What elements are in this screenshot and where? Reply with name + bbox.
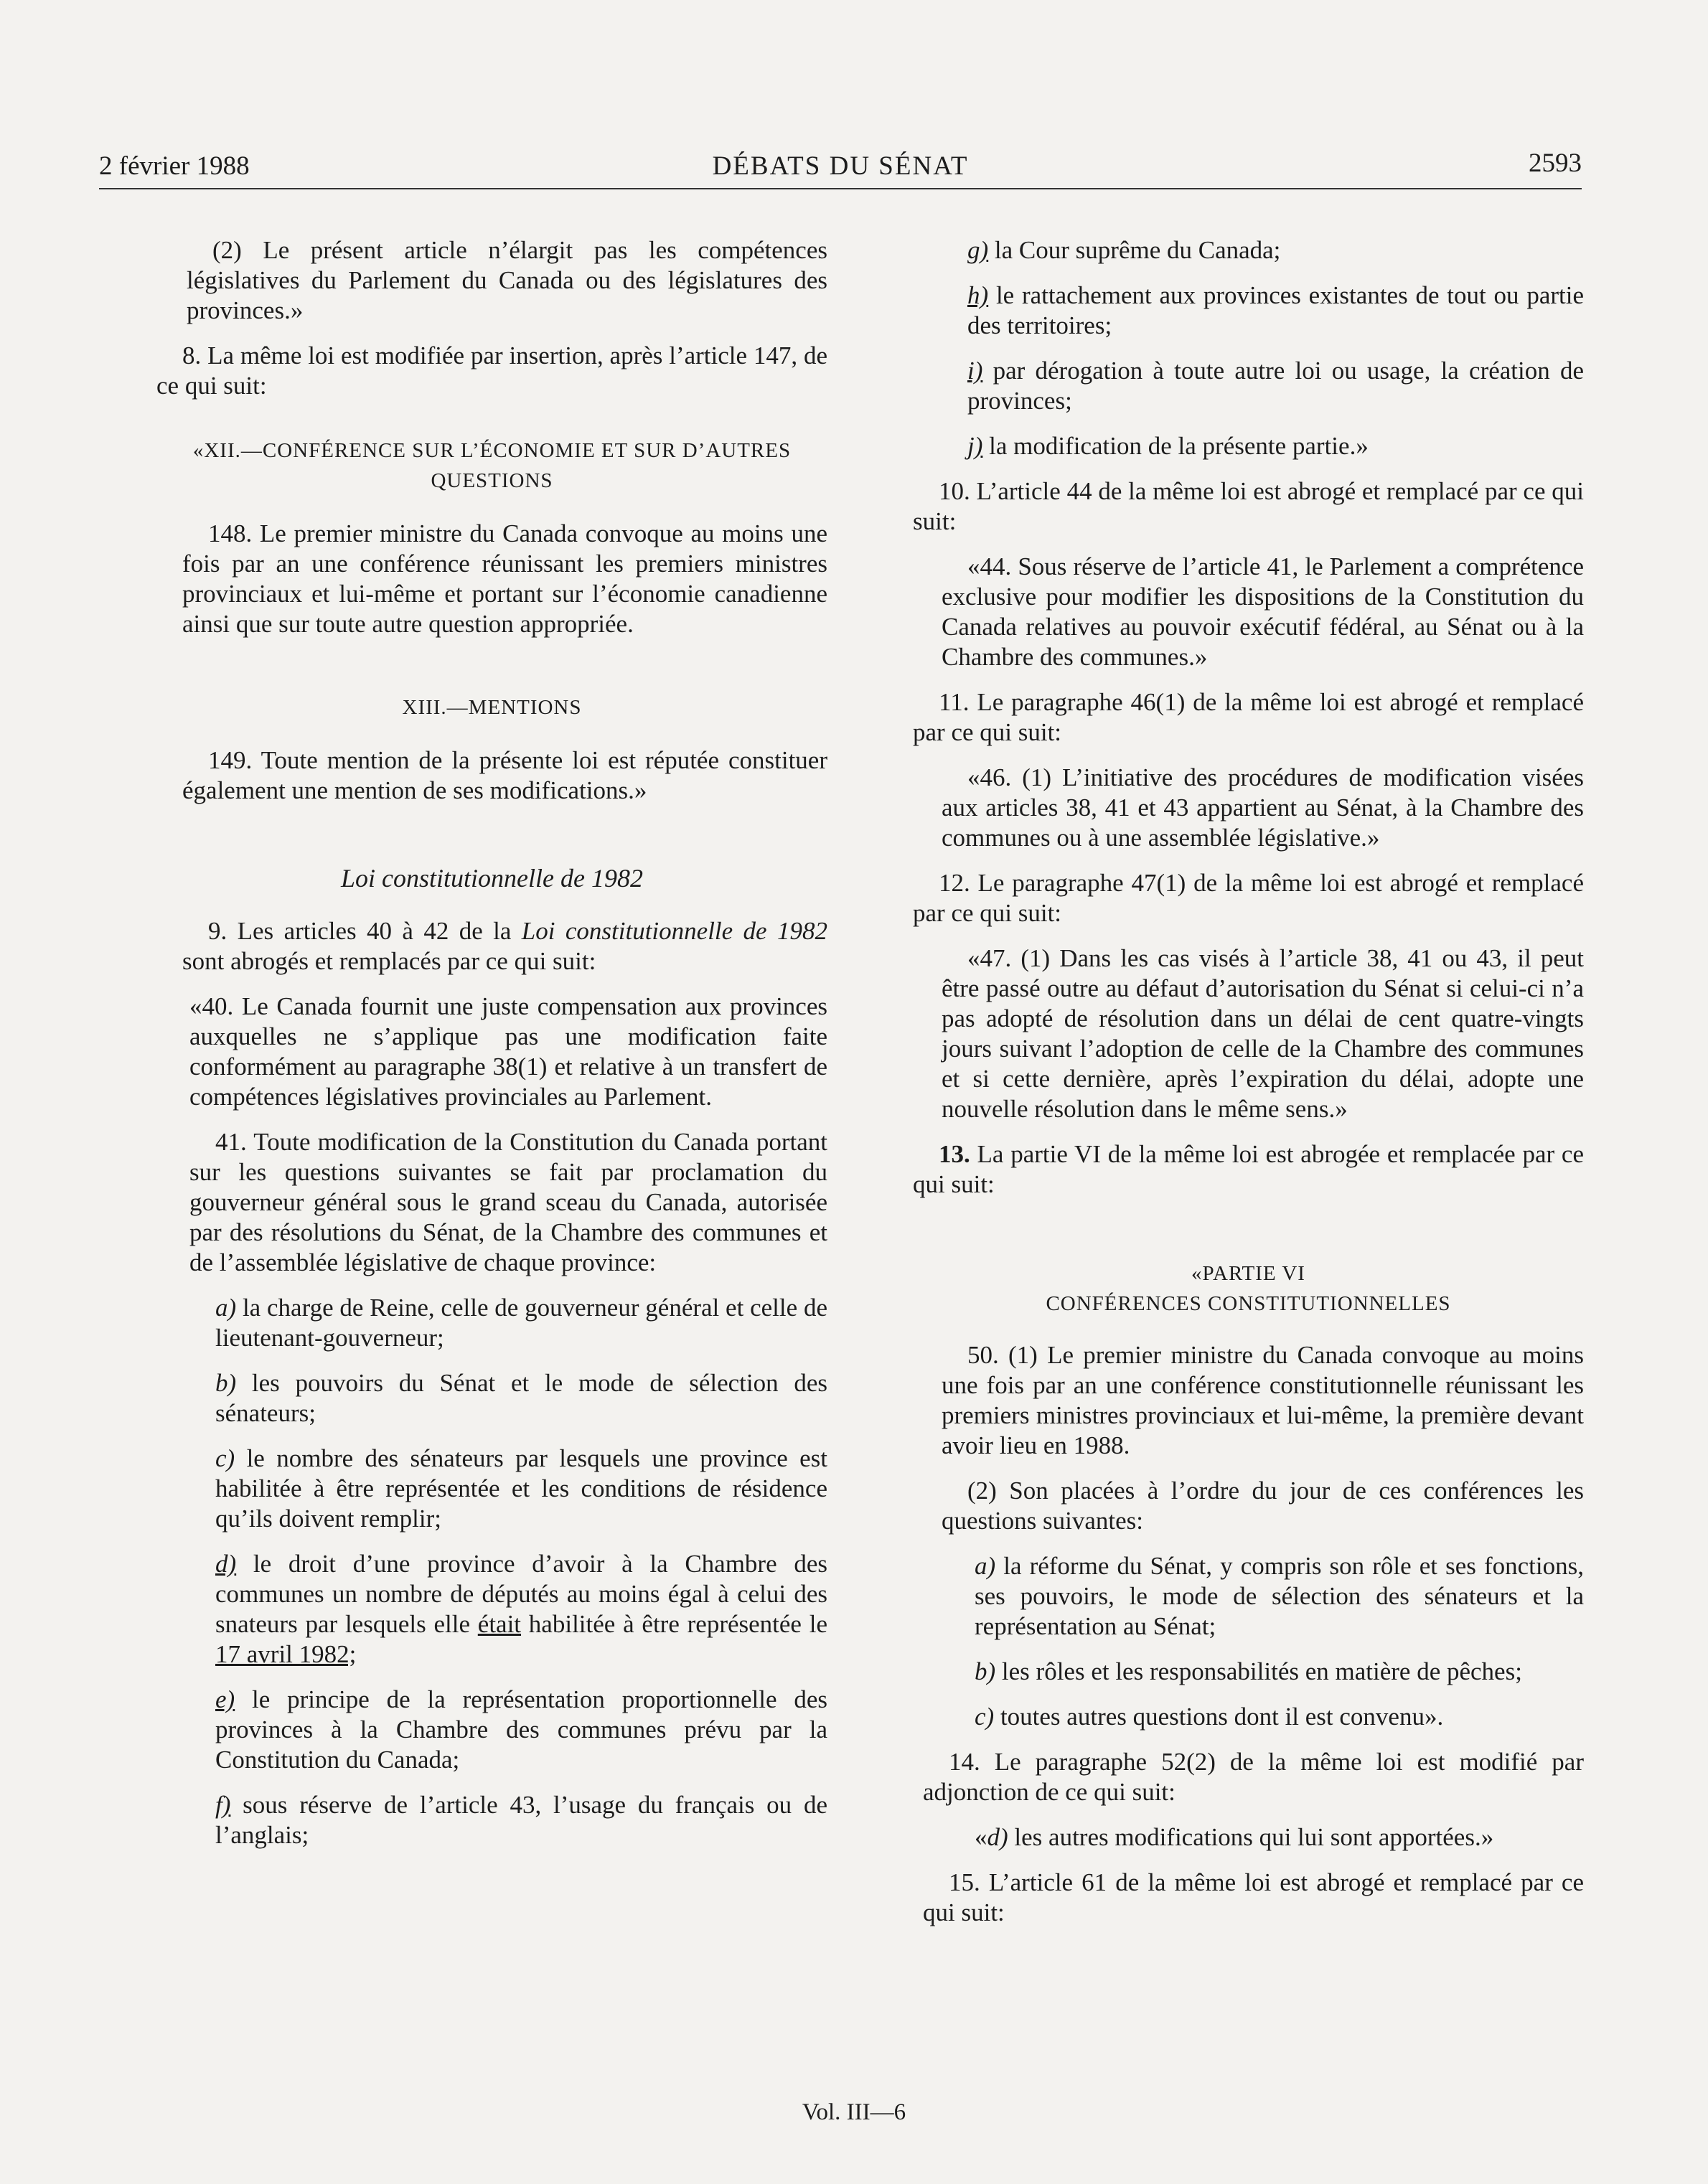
section-heading: CONFÉRENCES CONSTITUTIONNELLES (1046, 1292, 1451, 1315)
left-column (156, 235, 827, 1865)
section-heading: Loi constitutionnelle de 1982 (341, 864, 643, 893)
paragraph: 148. Le premier ministre du Canada convoque au moins une fois par an une conférence réunissant les premiers ministres provinciaux et lui-même et portant sur l’économie canadienne ainsi que sur toute autre question appropriée. (182, 519, 827, 638)
paragraph: 12. Le paragraphe 47(1) de la même loi est abrogé et remplacé par ce qui suit: (913, 869, 1584, 927)
page-header (99, 148, 1582, 189)
page-footer: Vol. III—6 (802, 2099, 906, 2125)
list-item: i) par dérogation à toute autre loi ou usage, la création de provinces; (967, 357, 1584, 415)
section-heading: «PARTIE VI (1191, 1262, 1305, 1285)
paragraph: «46. (1) L’initiative des procédures de modification visées aux articles 38, 41 et 43 appartient au Sénat, à la Chambre des communes ou à une assemblée législative.» (942, 763, 1584, 852)
header-date: 2 février 1988 (99, 151, 250, 181)
paragraph: 50. (1) Le premier ministre du Canada convoque au moins une fois par an une conférence constitutionnelle réunissant les premiers ministres provinciaux et lui-même, la première devant avoir lieu en 1988. (942, 1341, 1584, 1459)
list-item: d) le droit d’une province d’avoir à la Chambre des communes un nombre de députés au moins égal à celui des snateurs par lesquels elle était habilitée à être représentée le 17 avril 1982; (215, 1550, 828, 1668)
section-heading: XIII.—MENTIONS (402, 696, 582, 719)
right-column (913, 235, 1584, 1943)
paragraph: 15. L’article 61 de la même loi est abrogé et remplacé par ce qui suit: (923, 1868, 1584, 1926)
paragraph: 14. Le paragraphe 52(2) de la même loi est modifié par adjonction de ce qui suit: (923, 1748, 1584, 1806)
paragraph: 149. Toute mention de la présente loi est réputée constituer également une mention de ses modifications.» (182, 746, 827, 804)
list-item: c) le nombre des sénateurs par lesquels une province est habilitée à être représentée et les conditions de résidence qu’ils doivent remplir; (215, 1444, 827, 1533)
list-item: b) les pouvoirs du Sénat et le mode de sélection des sénateurs; (215, 1369, 827, 1427)
paragraph: «d) les autres modifications qui lui sont apportées.» (975, 1823, 1494, 1851)
list-item: j) la modification de la présente partie.» (967, 432, 1369, 460)
paragraph: 9. Les articles 40 à 42 de la Loi constitutionnelle de 1982 sont abrogés et remplacés par ce qui suit: (182, 917, 827, 975)
list-item: a) la réforme du Sénat, y compris son rôle et ses fonctions, ses pouvoirs, le mode de sélection des sénateurs et la représentation au Sénat; (975, 1552, 1584, 1640)
list-item: c) toutes autres questions dont il est convenu». (975, 1703, 1444, 1731)
list-item: a) la charge de Reine, celle de gouverneur général et celle de lieutenant-gouverneur; (215, 1294, 827, 1352)
paragraph: 11. Le paragraphe 46(1) de la même loi est abrogé et remplacé par ce qui suit: (913, 688, 1584, 746)
list-item: f) sous réserve de l’article 43, l’usage du français ou de l’anglais; (215, 1791, 827, 1849)
list-item: g) la Cour suprême du Canada; (967, 236, 1281, 264)
paragraph: «44. Sous réserve de l’article 41, le Parlement a comprétence exclusive pour modifier les dispositions de la Constitution du Canada relatives au pouvoir exécutif fédéral, au Sénat ou à la Chambre des communes.» (942, 552, 1584, 671)
paragraph: «40. Le Canada fournit une juste compensation aux provinces auxquelles ne s’applique pas une modification faite conformément au paragraphe 38(1) et relative à un transfert de compétences législatives provinciales au Parlement. (189, 992, 827, 1111)
paragraph: (2) Le présent article n’élargit pas les compétences législatives du Parlement du Canada ou des législatures des provinces.» (187, 236, 827, 324)
section-heading: «XII.—CONFÉRENCE SUR L’ÉCONOMIE ET SUR D’AUTRES QUESTIONS (192, 439, 792, 492)
paragraph: «47. (1) Dans les cas visés à l’article 38, 41 ou 43, il peut être passé outre au défaut d’autorisation du Sénat si celui-ci n’a pas adopté de résolution dans un délai de cent quatre-vingts jours suivant l’adoption de celle de la Chambre des communes et si cette dernière, après l’expiration du délai, adopte une nouvelle résolution dans le même sens.» (942, 944, 1584, 1123)
paragraph: (2) Son placées à l’ordre du jour de ces conférences les questions suivantes: (942, 1477, 1584, 1535)
list-item: e) le principe de la représentation proportionnelle des provinces à la Chambre des communes prévu par la Constitution du Canada; (215, 1685, 827, 1774)
paragraph: 10. L’article 44 de la même loi est abrogé et remplacé par ce qui suit: (913, 477, 1584, 535)
list-item: b) les rôles et les responsabilités en matière de pêches; (975, 1657, 1522, 1685)
paragraph: 41. Toute modification de la Constitution du Canada portant sur les questions suivantes se fait par proclamation du gouverneur général sous le grand sceau du Canada, autorisée par des résolutions du Sénat, de la Chambre des communes et de l’assemblée législative de chaque province: (189, 1128, 827, 1276)
paragraph: 13. La partie VI de la même loi est abrogée et remplacée par ce qui suit: (913, 1140, 1584, 1198)
paragraph: 8. La même loi est modifiée par insertion, après l’article 147, de ce qui suit: (156, 342, 827, 400)
list-item: h) le rattachement aux provinces existantes de tout ou partie des territoires; (967, 281, 1584, 339)
header-page-number: 2593 (1529, 149, 1582, 178)
header-title: DÉBATS DU SÉNAT (712, 151, 969, 181)
